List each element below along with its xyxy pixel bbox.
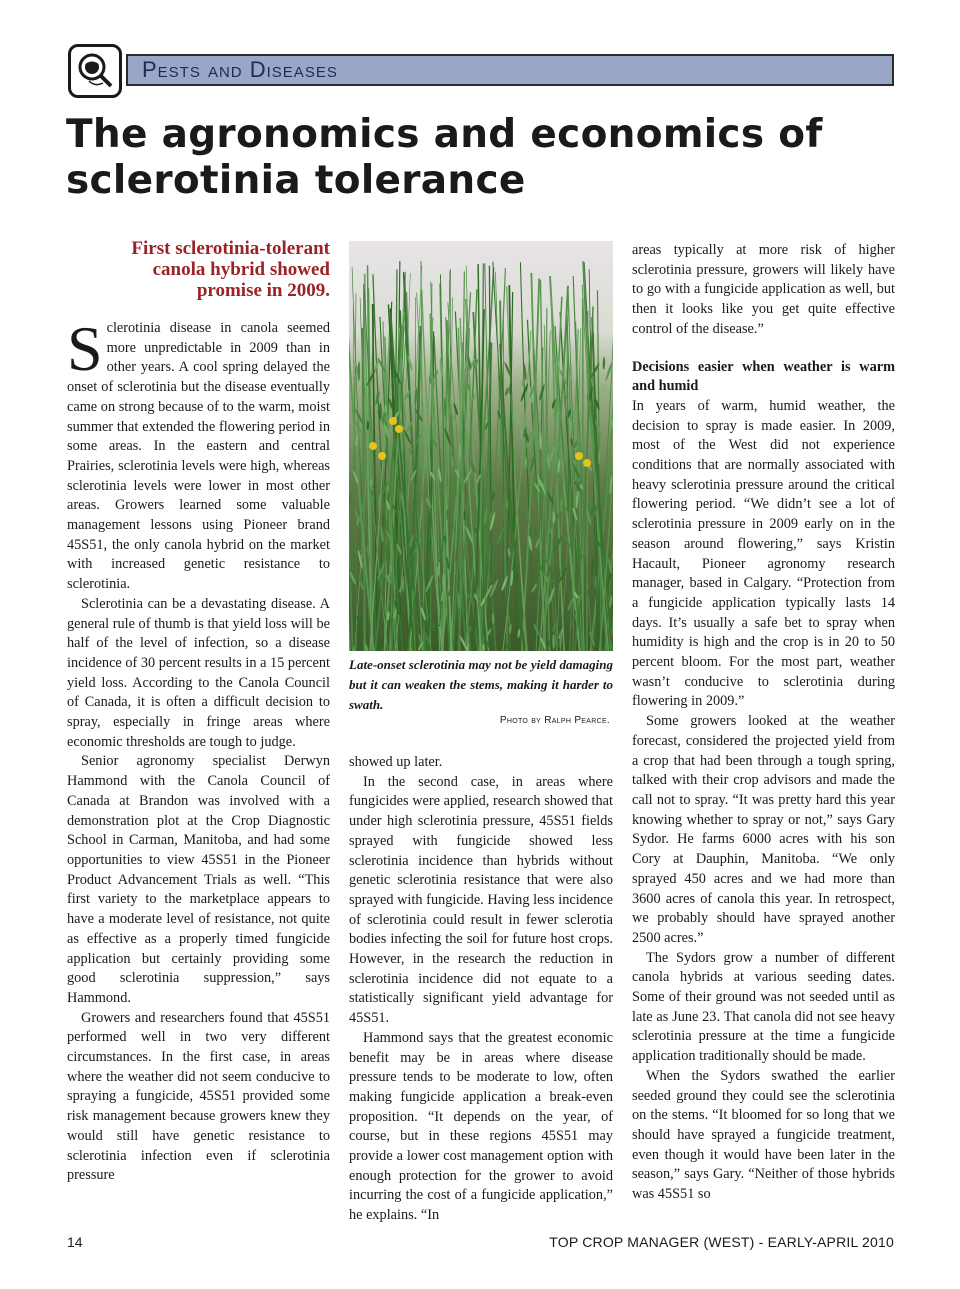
paragraph: When the Sydors swathed the earlier seeded ground they could see the sclerotinia on the stems. “It bloomed for so long that we should have sprayed a fungicide treatment, even though it would have been later in the season,” says Gary. “Neither of those hybrids was 45S51 so [632,1067,895,1203]
section-label: Pests and Diseases [126,54,894,86]
paragraph: Some growers looked at the weather forecast, considered the projected yield from a crop that had been through a tough spring, talked with their crop advisors and made the call not to spray. “It was pretty hard this year knowing whether to spray or not,” says Gary Sydor. He farms 6000 acres with his son Cory at Dauphin, Manitoba. “We only sprayed 450 acres and we had more than 3600 acres of canola this year. In retrospect, we probably should have sprayed another 2500 acres.” [632,713,895,946]
paragraph: In years of warm, humid weather, the decision to spray is made easier. In 2009, most of the West did not experience conditions that are normally associated with heavy sclerotinia pressure around the critical flowering period. “We didn’t see a lot of sclerotinia pressure in 2009 early on in the season around flowering,” says Kristin Hacault, Pioneer agronomy research manager, based in Calgary. “Protection from a fungicide application typically lasts 14 days. It’s usually a safe bet to spray when humidity is high and the crop is in 20 to 50 percent bloom. For the most part, weather wasn’t conducive to sclerotinia during flowering in 2009.” [632,397,895,710]
paragraph: The Sydors grow a number of different canola hybrids at various seeding dates. Some of their ground was not seeded until as late as June 23. That canola did not see heavy sclerotinia pressure at the time a fungicide application traditionally should be made. [632,949,895,1065]
paragraph [67,313,330,595]
paragraph: Hammond says that the greatest economic benefit may be in areas where disease pressure tends to be moderate to low, often making fungicide application a break-even proposition. “It depends on the year, of course, but in these regions 45S51 may provide a lower cost management option with enough protection for the grower to avoid incurring the cost of a fungicide application,” he explains. “In [349,1029,613,1224]
publication-footer: TOP CROP MANAGER (WEST) - EARLY-APRIL 2010 [549,1234,894,1250]
paragraph: Sclerotinia can be a devastating disease. A general rule of thumb is that yield loss will be half of the level of infection, so a disease incidence of 30 percent results in a 15 percent yield loss. According to the Canola Council of Canada, it is often a difficult decision to spray, especially in fringe areas where economic thresholds are tough to judge. [67,595,330,750]
magnifier-bug-icon [68,44,122,98]
paragraph: In the second case, in areas where fungicides were applied, research showed that under high sclerotinia pressure, 45S51 fields sprayed with fungicide showed less sclerotinia incidence than hybrids without genetic sclerotinia resistance that were also sprayed with fungicide. Having less incidence of sclerotinia could result in fewer sclerotia bodies infecting the soil for future host crops. However, in the research the reduction in sclerotinia incidence did not equate to a statistically significant yield advantage for 45S51. [349,773,613,1027]
paragraph: Growers and researchers found that 45S51 performed well in two very different circumstances. In the first case, in areas where the weather did not seem conducive to spraying a fungicide, 45S51 provided some risk management because growers knew they would still have genetic resistance to sclerotinia infection even if sclerotinia pressure [67,1009,330,1184]
paragraph: showed up later. [349,754,443,770]
body-column-1 [67,313,330,1186]
paragraph-text: clerotinia disease in canola seemed more unpredictable in 2009 than in other years. A cool spring delayed the onset of sclerotinia but the disease eventually came on strong because of to the warm, moist summer that extended the flowering period in some areas. In the eastern and central Prairies, sclerotinia levels were high, whereas sclerotinia levels were lower in most other areas. Growers learned some valuable management lessons using Pioneer brand 45S51, the only canola hybrid on the market with increased genetic resistance to sclerotinia. [67,320,330,593]
body-column-2 [349,753,613,1226]
canola-photo [349,241,613,651]
body-column-3 [632,241,895,1205]
deck: First sclerotinia-tolerant canola hybrid showed promise in 2009. [131,238,330,301]
drop-cap: S [67,313,103,384]
section-header [68,44,894,98]
paragraph: Senior agronomy specialist Derwyn Hammond with the Canola Council of Canada at Brandon was involved with a demonstration plot at the Crop Diagnostic School in Carman, Manitoba, and had some opportunities to view 45S51 in the Pioneer Product Advancement Trials as well. “This first variety to the marketplace appears to have a moderate level of resistance, not quite as effective as a properly timed fungicide application but certainly providing some good sclerotinia suppression,” says Hammond. [67,753,330,1006]
subheading: Decisions easier when weather is warm and humid [632,358,895,395]
photo-caption: Late-onset sclerotinia may not be yield damaging but it can weaken the stems, making it harder to swath. [349,657,613,712]
canola-field-image [349,241,613,651]
page-number: 14 [67,1234,83,1250]
headline: The agronomics and economics of sclerotinia tolerance [66,112,823,203]
photo-credit: Photo by Ralph Pearce. [499,715,610,726]
paragraph: areas typically at more risk of higher sclerotinia pressure, growers will likely have to go with a fungicide application as well, but then it looks like you get quite effective control of the disease.” [632,242,895,337]
